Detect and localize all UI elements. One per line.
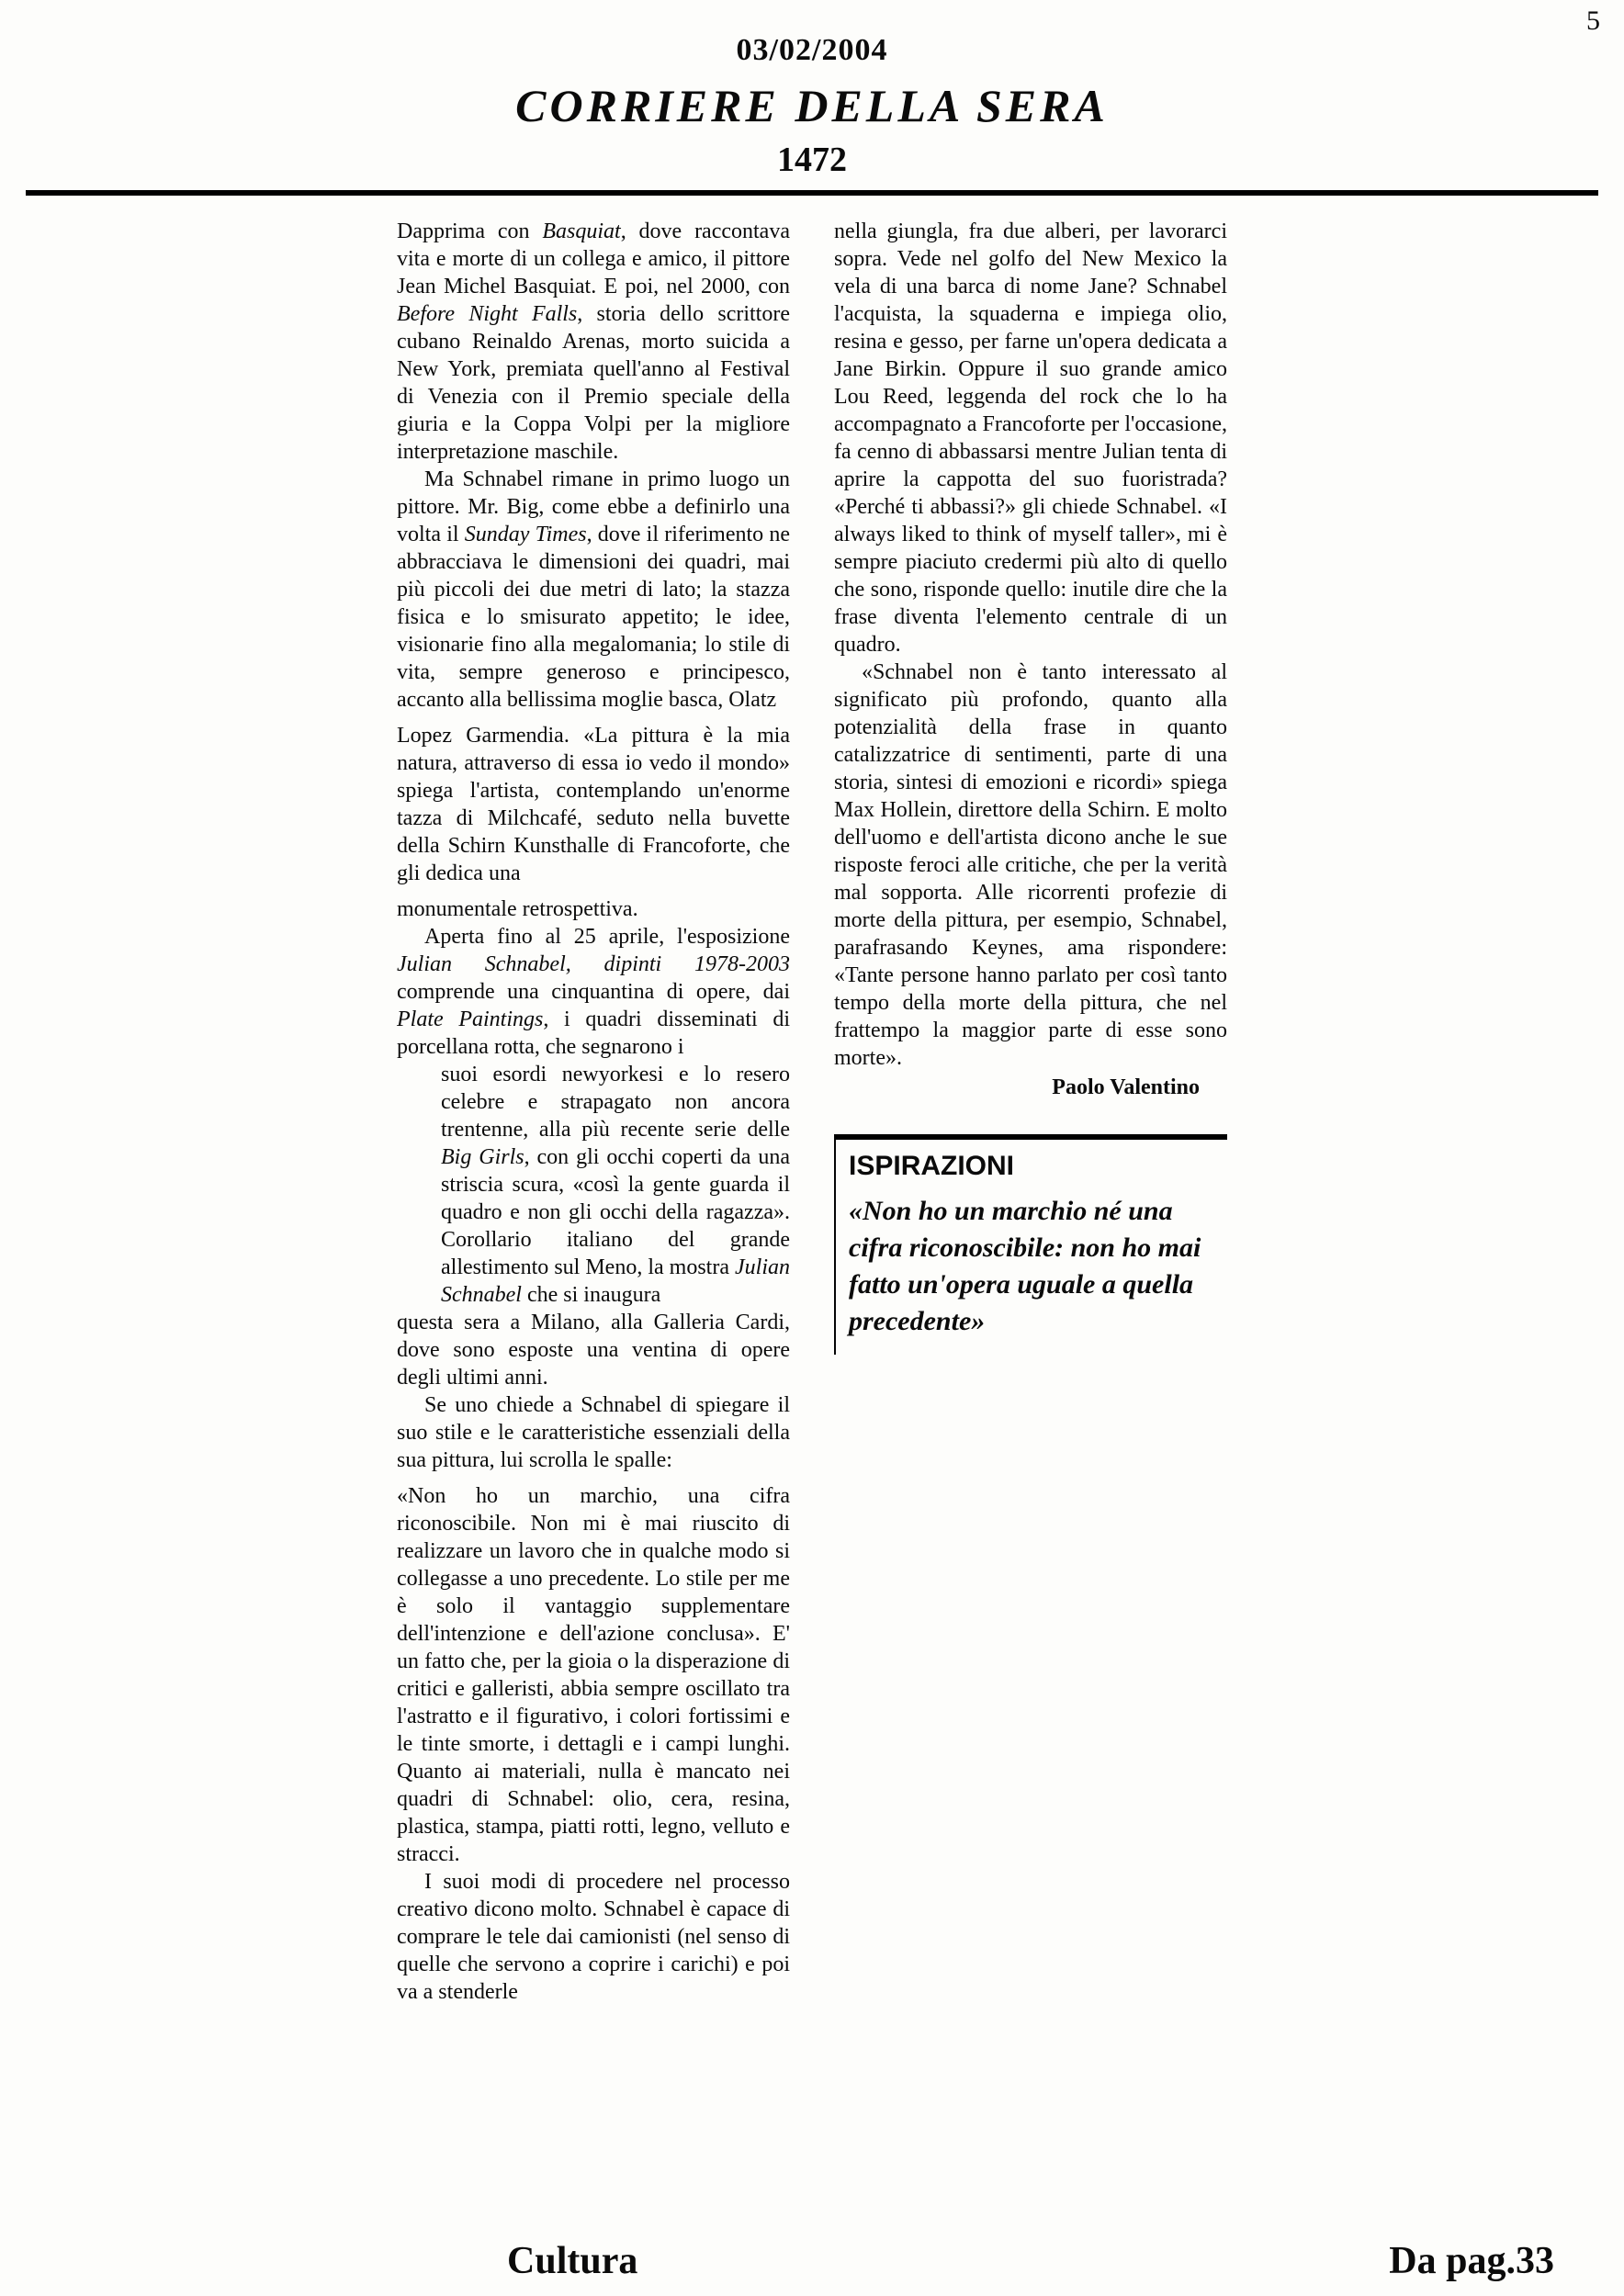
article-date: 03/02/2004 [736, 33, 888, 67]
paragraph: I suoi modi di procedere nel processo creativo dicono molto. Schnabel è capace di comprare le tele dai camionisti (nel senso di quelle che servono a coprire i carichi) e poi va a stenderle [397, 1870, 790, 2004]
clipping-header [0, 0, 1624, 179]
paragraph: Se uno chiede a Schnabel di spiegare il suo stile e le caratteristiche essenziali della sua pittura, lui scrolla le spalle: [397, 1393, 790, 1472]
paragraph: «Schnabel non è tanto interessato al significato più profondo, quanto alla potenzialità della frase in quanto catalizzatrice di sentimenti, parte di una storia, sintesi di emozioni e ricordi» spiega Max Hollein, direttore della Schirn. E molto dell'uomo e dell'artista dicono anche le sue risposte feroci alle critiche, che per la verità mal sopporta. Alle ricorrenti profezie di morte della pittura, per esempio, Schnabel, parafrasando Keynes, ama rispondere: «Tante persone hanno parlato per così tanto tempo della morte della pittura, che nel frattempo la maggior parte di esse sono morte». [834, 660, 1227, 1070]
paragraph: monumentale retrospettiva. [397, 897, 638, 921]
footer-section-label: Cultura [507, 2240, 638, 2282]
article-column-right [834, 218, 1227, 2006]
divider-rule [26, 190, 1598, 196]
page-number: 5 [1586, 6, 1600, 36]
byline: Paolo Valentino [1052, 1075, 1200, 1099]
paragraph: questa sera a Milano, alla Galleria Cardi, dove sono esposte una ventina di opere degli ultimi anni. [397, 1311, 790, 1390]
article-column-left [397, 218, 790, 2006]
newspaper-masthead: CORRIERE DELLA SERA [515, 80, 1109, 131]
paragraph: Ma Schnabel rimane in primo luogo un pittore. Mr. Big, come ebbe a definirlo una volta il Sunday Times, dove il riferimento ne abbracciava le dimensioni dei quadri, mai più piccoli dei due metri di lato; la stazza fisica e lo smisurato appetito; le idee, visionarie fino alla megalomania; lo stile di vita, sempre generoso e principesco, accanto alla bellissima moglie basca, Olatz [397, 467, 791, 712]
inspiration-box [834, 1134, 1227, 1355]
paragraph: «Non ho un marchio, una cifra riconoscibile. Non mi è mai riuscito di realizzare un lavoro che in qualche modo si collegasse a uno precedente. Lo stile per me è solo il vantaggio supplementare dell'intenzione e dell'azione conclusa». E' un fatto che, per la gioia o la disperazione di critici e galleristi, abbia sempre oscillato tra l'astratto e il figurativo, i colori fortissimi e le tinte smorte, i dettagli e i campi lunghi. Quanto ai materiali, nulla è mancato nei quadri di Schnabel: olio, cera, resina, plastica, stampa, piatti rotti, legno, velluto e stracci. [397, 1484, 790, 1866]
paragraph: Lopez Garmendia. «La pittura è la mia natura, attraverso di essa io vedo il mondo» spiega l'artista, contemplando un'enorme tazza di Milchcafé, seduto nella buvette della Schirn Kunsthalle di Francoforte, che gli dedica una [397, 724, 790, 885]
article-body [0, 218, 1624, 2006]
paragraph: Dapprima con Basquiat, dove raccontava vita e morte di un collega e amico, il pittore Jean Michel Basquiat. E poi, nel 2000, con Before Night Falls, storia dello scrittore cubano Reinaldo Arenas, morto suicida a New York, premiata quell'anno al Festival di Venezia con il Premio speciale della giuria e la Coppa Volpi per la migliore interpretazione maschile. [397, 219, 790, 464]
paragraph: suoi esordi newyorkesi e lo resero celebre e strapagato non ancora trentenne, alla più recente serie delle Big Girls, con gli occhi coperti da una striscia scura, «così la gente guarda il quadro e non gli occhi della ragazza». Corollario italiano del grande allestimento sul Meno, la mostra Julian Schnabel che si inaugura [441, 1063, 790, 1307]
inspiration-box-title: ISPIRAZIONI [849, 1151, 1015, 1181]
footer-source-page: Da pag.33 [1389, 2240, 1554, 2282]
paragraph: nella giungla, fra due alberi, per lavorarci sopra. Vede nel golfo del New Mexico la vela di una barca di nome Jane? Schnabel l'acquista, la squaderna e impiega olio, resina e gesso, per farne un'opera dedicata a Jane Birkin. Oppure il suo grande amico Lou Reed, leggenda del rock che lo ha accompagnato a Francoforte per l'occasione, fa cenno di abbassarsi mentre Julian tenta di aprire la cappotta del suo fuoristrada? «Perché ti abbassi?» gli chiede Schnabel. «I always liked to think of myself taller», mi è sempre piaciuto credermi più alto di quello che sono, risponde quello: inutile dire che la frase diventa l'elemento centrale di un quadro. [834, 219, 1227, 657]
paragraph: Aperta fino al 25 aprile, l'esposizione Julian Schnabel, dipinti 1978-2003 comprende una cinquantina di opere, dai Plate Paintings, i quadri disseminati di porcellana rotta, che segnarono i [397, 925, 790, 1059]
inspiration-box-quote: «Non ho un marchio né una cifra riconoscibile: non ho mai fatto un'opera uguale a quella precedente» [849, 1196, 1201, 1336]
clipping-number: 1472 [777, 141, 847, 179]
